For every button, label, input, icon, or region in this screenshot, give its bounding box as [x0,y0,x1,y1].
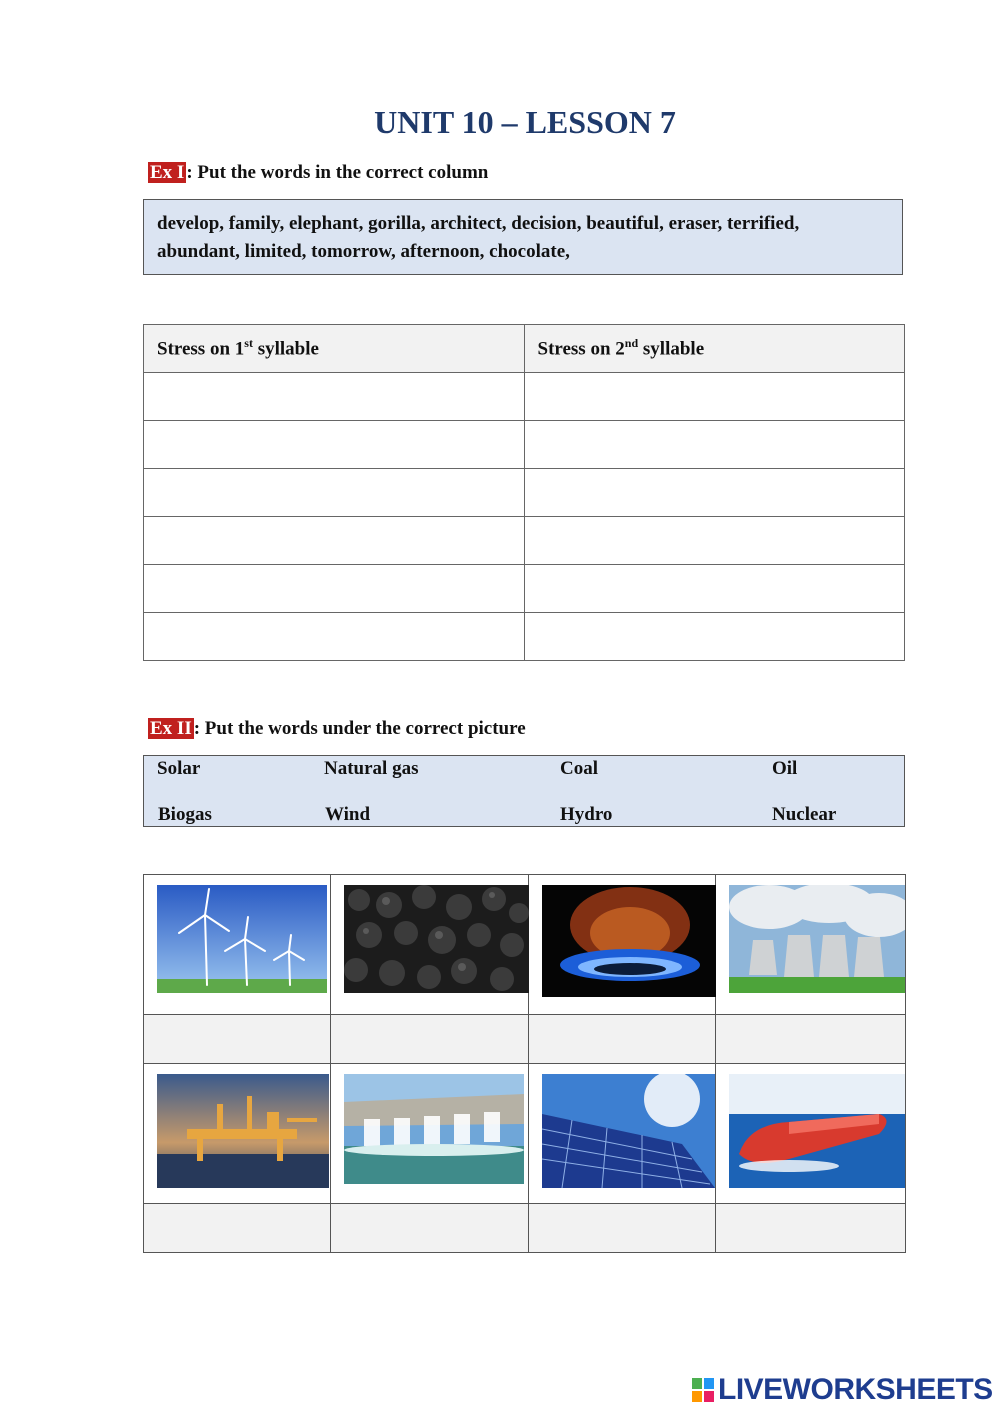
ex1-tag: Ex I [150,162,185,183]
answer-cell[interactable] [716,1015,906,1064]
ex1-word-bank [143,199,903,275]
oil-platform-image [157,1074,329,1188]
answer-cell[interactable] [529,1015,716,1064]
coal-image [344,885,529,993]
answer-cell[interactable] [144,1204,331,1253]
answer-cell[interactable] [524,469,905,517]
answer-cell[interactable] [529,1204,716,1253]
word-natural-gas: Natural gas [324,758,419,779]
word-bank-line-1: develop, family, elephant, gorilla, architect, decision, beautiful, eraser, terrified, [157,213,800,234]
word-nuclear: Nuclear [772,804,837,825]
col-header-second-syllable: Stress on 2nd syllable [524,325,905,373]
answer-cell[interactable] [144,469,525,517]
word-bank-line-2: abundant, limited, tomorrow, afternoon, chocolate, [157,241,570,262]
cooling-towers-image [729,885,905,993]
ex1-instruction: : Put the words in the correct column [186,162,489,183]
word-coal: Coal [560,758,598,779]
answer-cell[interactable] [144,373,525,421]
word-biogas: Biogas [158,804,212,825]
word-oil: Oil [772,758,798,779]
answer-cell[interactable] [144,421,525,469]
liveworksheets-logo-icon [692,1378,714,1402]
answer-cell[interactable] [524,421,905,469]
ex2-instruction: : Put the words under the correct picture [193,718,526,739]
answer-cell[interactable] [144,613,525,661]
solar-panels-image [542,1074,715,1188]
gas-flame-image [542,885,716,997]
picture-table [143,874,906,1253]
ex2-tag: Ex II [150,718,192,739]
word-solar: Solar [157,758,201,779]
answer-cell[interactable] [144,565,525,613]
answer-cell[interactable] [331,1204,529,1253]
hydro-dam-image [344,1074,524,1184]
ex1-heading [148,162,488,184]
answer-cell[interactable] [331,1015,529,1064]
ex2-heading [148,718,526,740]
wind-turbines-image [157,885,327,993]
col-header-first-syllable: Stress on 1st syllable [144,325,525,373]
stress-table [143,324,905,661]
ex2-word-bank [143,755,905,827]
wave-energy-image [729,1074,905,1188]
answer-cell[interactable] [144,517,525,565]
liveworksheets-logo: LIVEWORKSHEETS [718,1373,993,1406]
page-title: UNIT 10 – LESSON 7 [374,104,676,140]
answer-cell[interactable] [716,1204,906,1253]
answer-cell[interactable] [524,565,905,613]
answer-cell[interactable] [524,613,905,661]
answer-cell[interactable] [524,373,905,421]
answer-cell[interactable] [144,1015,331,1064]
word-hydro: Hydro [560,804,613,825]
word-wind: Wind [325,804,371,825]
answer-cell[interactable] [524,517,905,565]
